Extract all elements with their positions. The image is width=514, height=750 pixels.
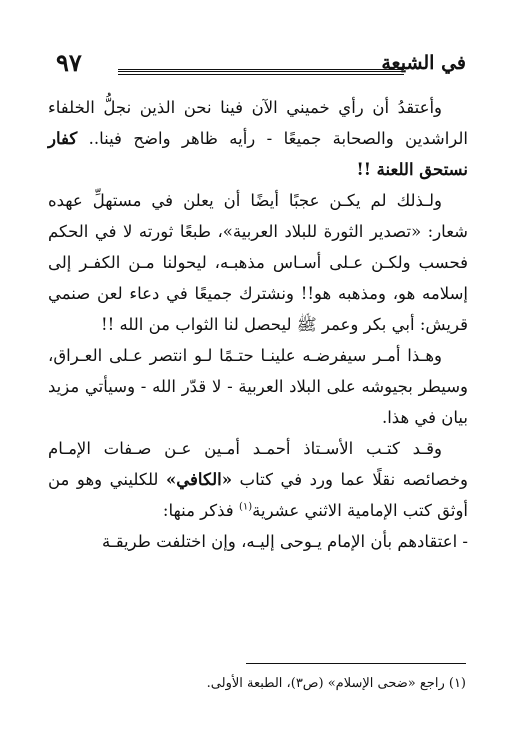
paragraph-1-emphasis: كفار نستحق اللعنة !! (48, 129, 468, 179)
book-title: «الكافي» (165, 470, 233, 489)
footnote-reference: (١) (238, 501, 253, 513)
paragraph-4 (48, 433, 468, 526)
paragraph-4-text-a: وقـد كتـب الأسـتاذ أحمـد أمـين عـن صـفات الإمـام وخصائصه نقلًا عما ورد في كتاب (48, 439, 468, 489)
header-rule (118, 69, 404, 75)
paragraph-1 (48, 92, 468, 185)
paragraph-3: وهـذا أمـر سيفرضـه علينـا حتـمًا لـو انتصر عـلى العـراق، وسيطر بجيوشه على البلاد العربية - لا قدّر الله - وسيأتي مزيد بيان في هذا. (48, 346, 468, 427)
paragraph-2: ولـذلك لم يكـن عجبًا أيضًا أن يعلن في مستهلِّ عهده شعار: «تصدير الثورة للبلاد العربية»، طبعًا ثورته لا في الحكم فحسب ولكـن عـلى أسـاس مذهبـه، ليحولنا مـن الكفـر إلى إسلامه هو، ومذهبه هو!! ونشترك جميعًا في دعاء لعن صنمي قريش: أبي بكر وعمر ﷺ ليحصل لنا الثواب من الله !! (48, 191, 468, 334)
paragraph-1-text: وأعتقدُ أن رأي خميني الآن فينا نحن الذين نجلُّ الخلفاء الراشدين والصحابة جميعًا - رأيه ظاهر واضح فينا.. (48, 98, 468, 148)
page-header (56, 48, 466, 86)
paragraph-4-text-c: فذكر منها: (162, 501, 239, 520)
footnote-separator (246, 663, 466, 664)
footnote: (١) راجع «ضحى الإسلام» (ص٣)، الطبعة الأولى. (206, 676, 466, 691)
paragraph-4-text-b: للكليني وهو من أوثق كتب الإمامية الاثني عشرية (48, 470, 468, 520)
running-title: في الشيعة (381, 52, 466, 74)
paragraph-5: - اعتقادهم بأن الإمام يـوحى إليـه، وإن اختلفت طريقـة (102, 532, 468, 551)
page-number: ٩٧ (56, 48, 82, 77)
body-text (48, 92, 468, 557)
